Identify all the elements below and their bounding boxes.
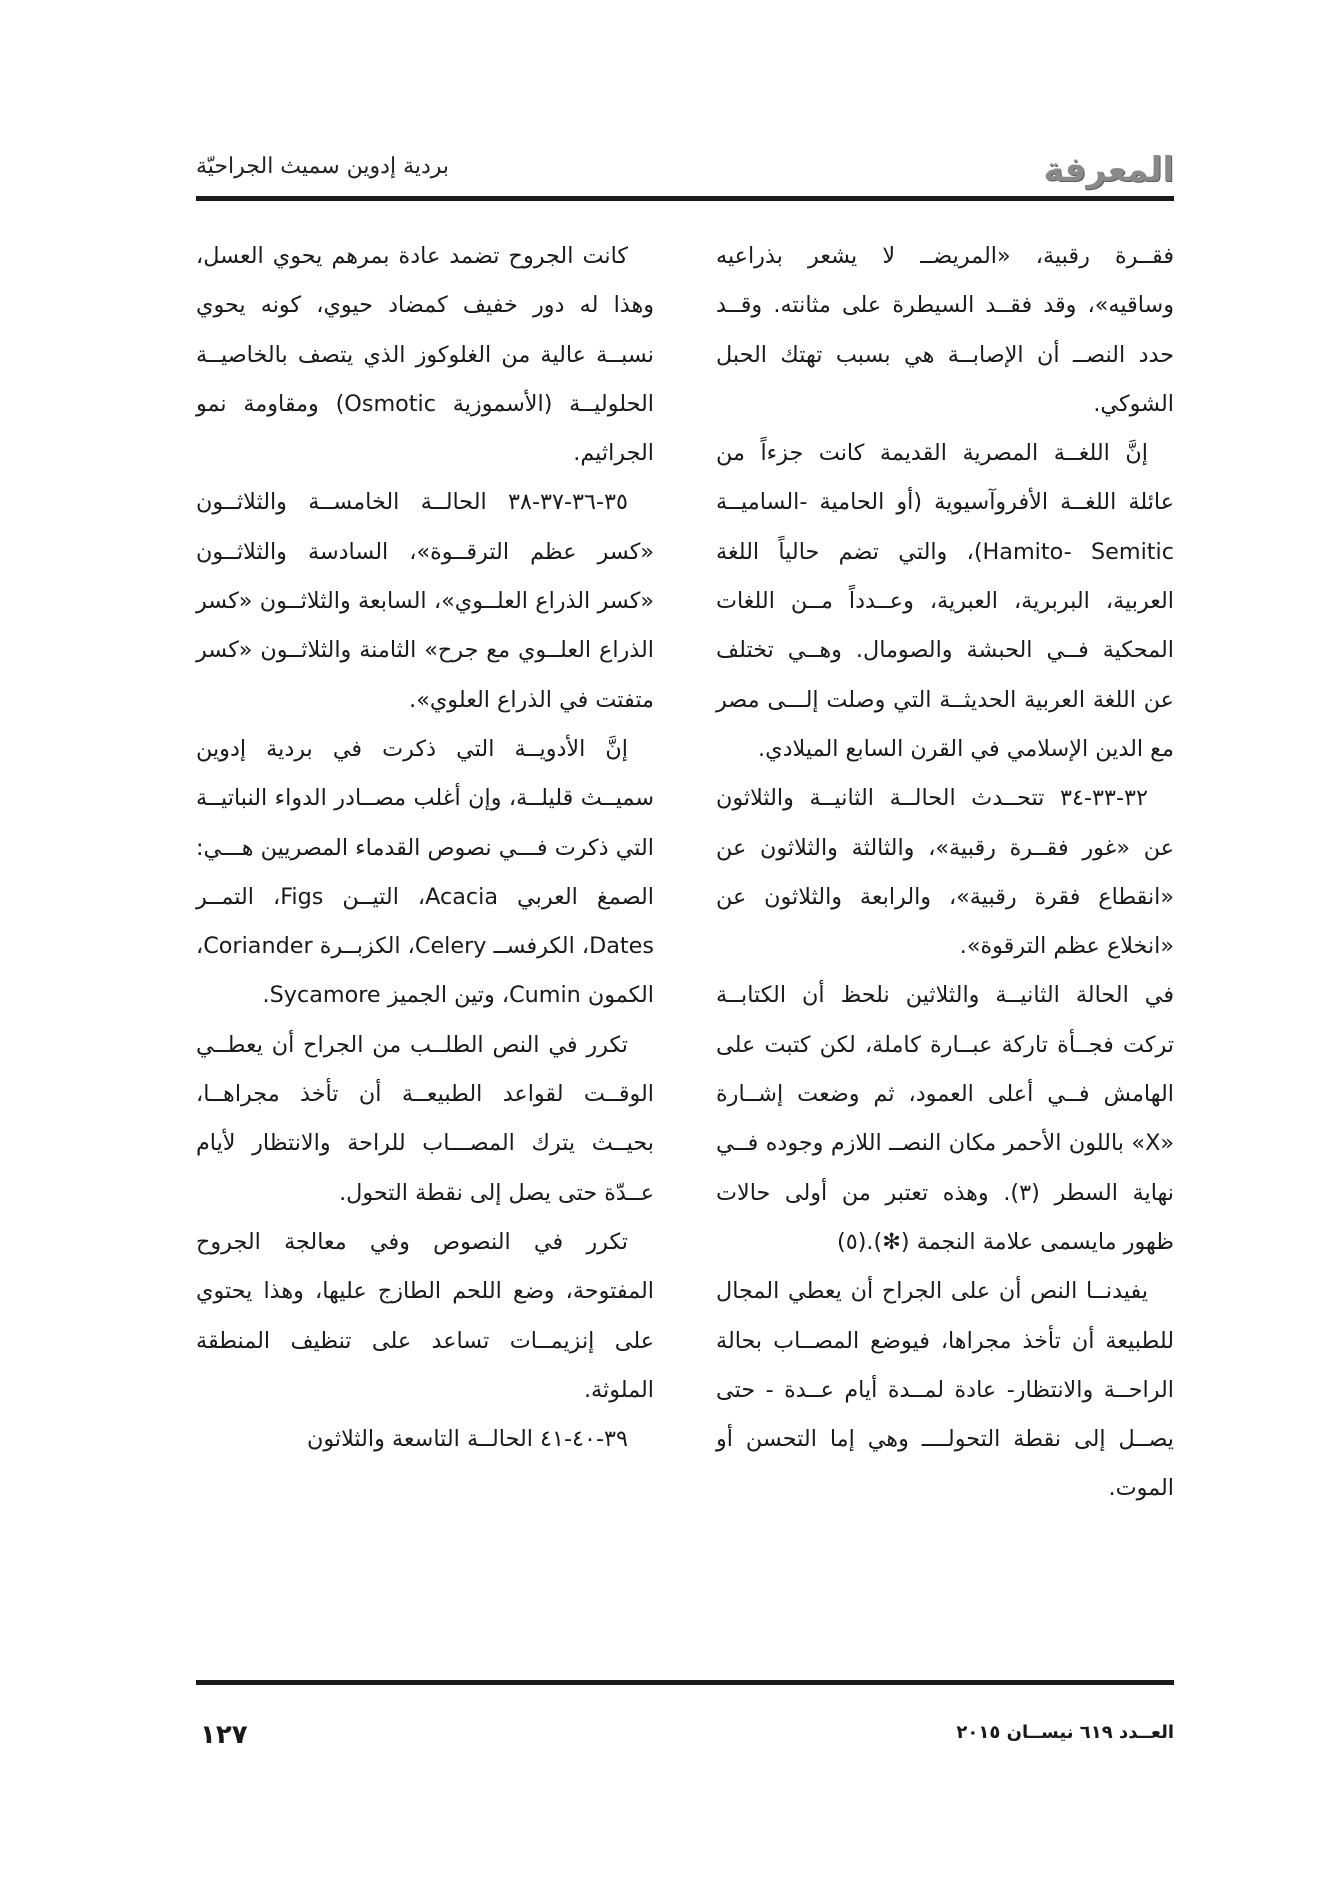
paragraph: في الحالة الثانيــة والثلاثين نلحظ أن الكتابــة تركت فجــأة تاركة عبــارة كاملة، لكن كتبت على الهامش فــي أعلى العمود، ثم وضعت إشــارة «X» باللون الأحمر مكان النصــ اللازم وجوده فــي نهاية السطر (٣). وهذه تعتبر من أولى حالات ظهور مايسمى علامة النجمة (✻).(٥)	[716, 982, 1174, 1255]
paragraph: تكرر في النص الطلــب من الجراح أن يعطــي الوقــت لقواعد الطبيعــة أن تأخذ مجراهــا، بحيــث يترك المصـــاب للراحة والانتظار لأيام عــدّة حتى يصل إلى نقطة التحول.	[196, 1031, 654, 1206]
left-column	[196, 232, 654, 1464]
paragraph: إنَّ اللغــة المصرية القديمة كانت جزءاً من عائلة اللغــة الأفروآسيوية (أو الحامية -الساميــة Hamito- Semitic)، والتي تضم حالياً اللغة العربية، البربرية، العبرية، وعــدداً مــن اللغات المحكية فــي الحبشة والصومال. وهــي تختلف عن اللغة العربية الحديثــة التي وصلت إلـــى مصر مع الدين الإسلامي في القرن السابع الميلادي.	[716, 440, 1175, 762]
paragraph: ٣٥-٣٦-٣٧-٣٨ الحالــة الخامســة والثلاثــون «كسر عظم الترقــوة»، السادسة والثلاثــون «كسر الذراع العلــوي»، السابعة والثلاثــون «كسر الذراع العلــوي مع جرح» الثامنة والثلاثــون «كسر متفتت في الذراع العلوي».	[196, 489, 654, 713]
issue-info: العــدد ٦١٩ نيســان ٢٠١٥	[956, 1722, 1174, 1743]
paragraph: إنَّ الأدويــة التي ذكرت في بردية إدوين سميــث قليلــة، وإن أغلب مصــادر الدواء النباتيــة التي ذكرت فـــي نصوص القدماء المصريين هـــي: الصمغ العربي Acacia، التيــن Figs، التمــر Dates، الكرفســ Celery، الكزبــرة Coriander، الكمون Cumin، وتين الجميز Sycamore.	[196, 735, 655, 1009]
header-rule	[196, 196, 1174, 201]
magazine-logo: المعرفة	[1043, 150, 1174, 190]
paragraph: ٣٩-٤٠-٤١ الحالــة التاسعة والثلاثون	[307, 1426, 628, 1453]
paragraph: فقــرة رقبية، «المريضــ لا يشعر بذراعيه وساقيه»، وقد فقــد السيطرة على مثانته. وقــد حدد النصــ أن الإصابــة هي بسبب تهتك الحبل الشوكي.	[716, 243, 1174, 417]
paragraph: كانت الجروح تضمد عادة بمرهم يحوي العسل، وهذا له دور خفيف كمضاد حيوي، كونه يحوي نسبــة عالية من الغلوكوز الذي يتصف بالخاصيــة الحلوليــة (الأسموزية Osmotic) ومقاومة نمو الجراثيم.	[196, 243, 654, 467]
page-footer	[196, 1718, 1174, 1758]
page-header	[196, 140, 1174, 194]
right-column	[716, 232, 1174, 1514]
page-number: ١٢٧	[200, 1720, 248, 1750]
footer-rule	[196, 1680, 1174, 1685]
running-title: بردية إدوين سميث الجراحيّة	[196, 154, 450, 179]
paragraph: تكرر في النصوص وفي معالجة الجروح المفتوحة، وضع اللحم الطازج عليها، وهذا يحتوي على إنزيمــات تساعد على تنظيف المنطقة الملوثة.	[196, 1228, 654, 1403]
paragraph: يفيدنــا النص أن على الجراح أن يعطي المجال للطبيعة أن تأخذ مجراها، فيوضع المصــاب بحالة الراحــة والانتظار- عادة لمــدة أيام عــدة - حتى يصــل إلى نقطة التحولــــ وهي إما التحسن أو الموت.	[716, 1278, 1174, 1502]
paragraph: ٣٢-٣٣-٣٤ تتحــدث الحالــة الثانيــة والثلاثون عن «غور فقــرة رقبية»، والثالثة والثلاثون عن «انقطاع فقرة رقبية»، والرابعة والثلاثون عن «انخلاع عظم الترقوة».	[716, 785, 1174, 960]
